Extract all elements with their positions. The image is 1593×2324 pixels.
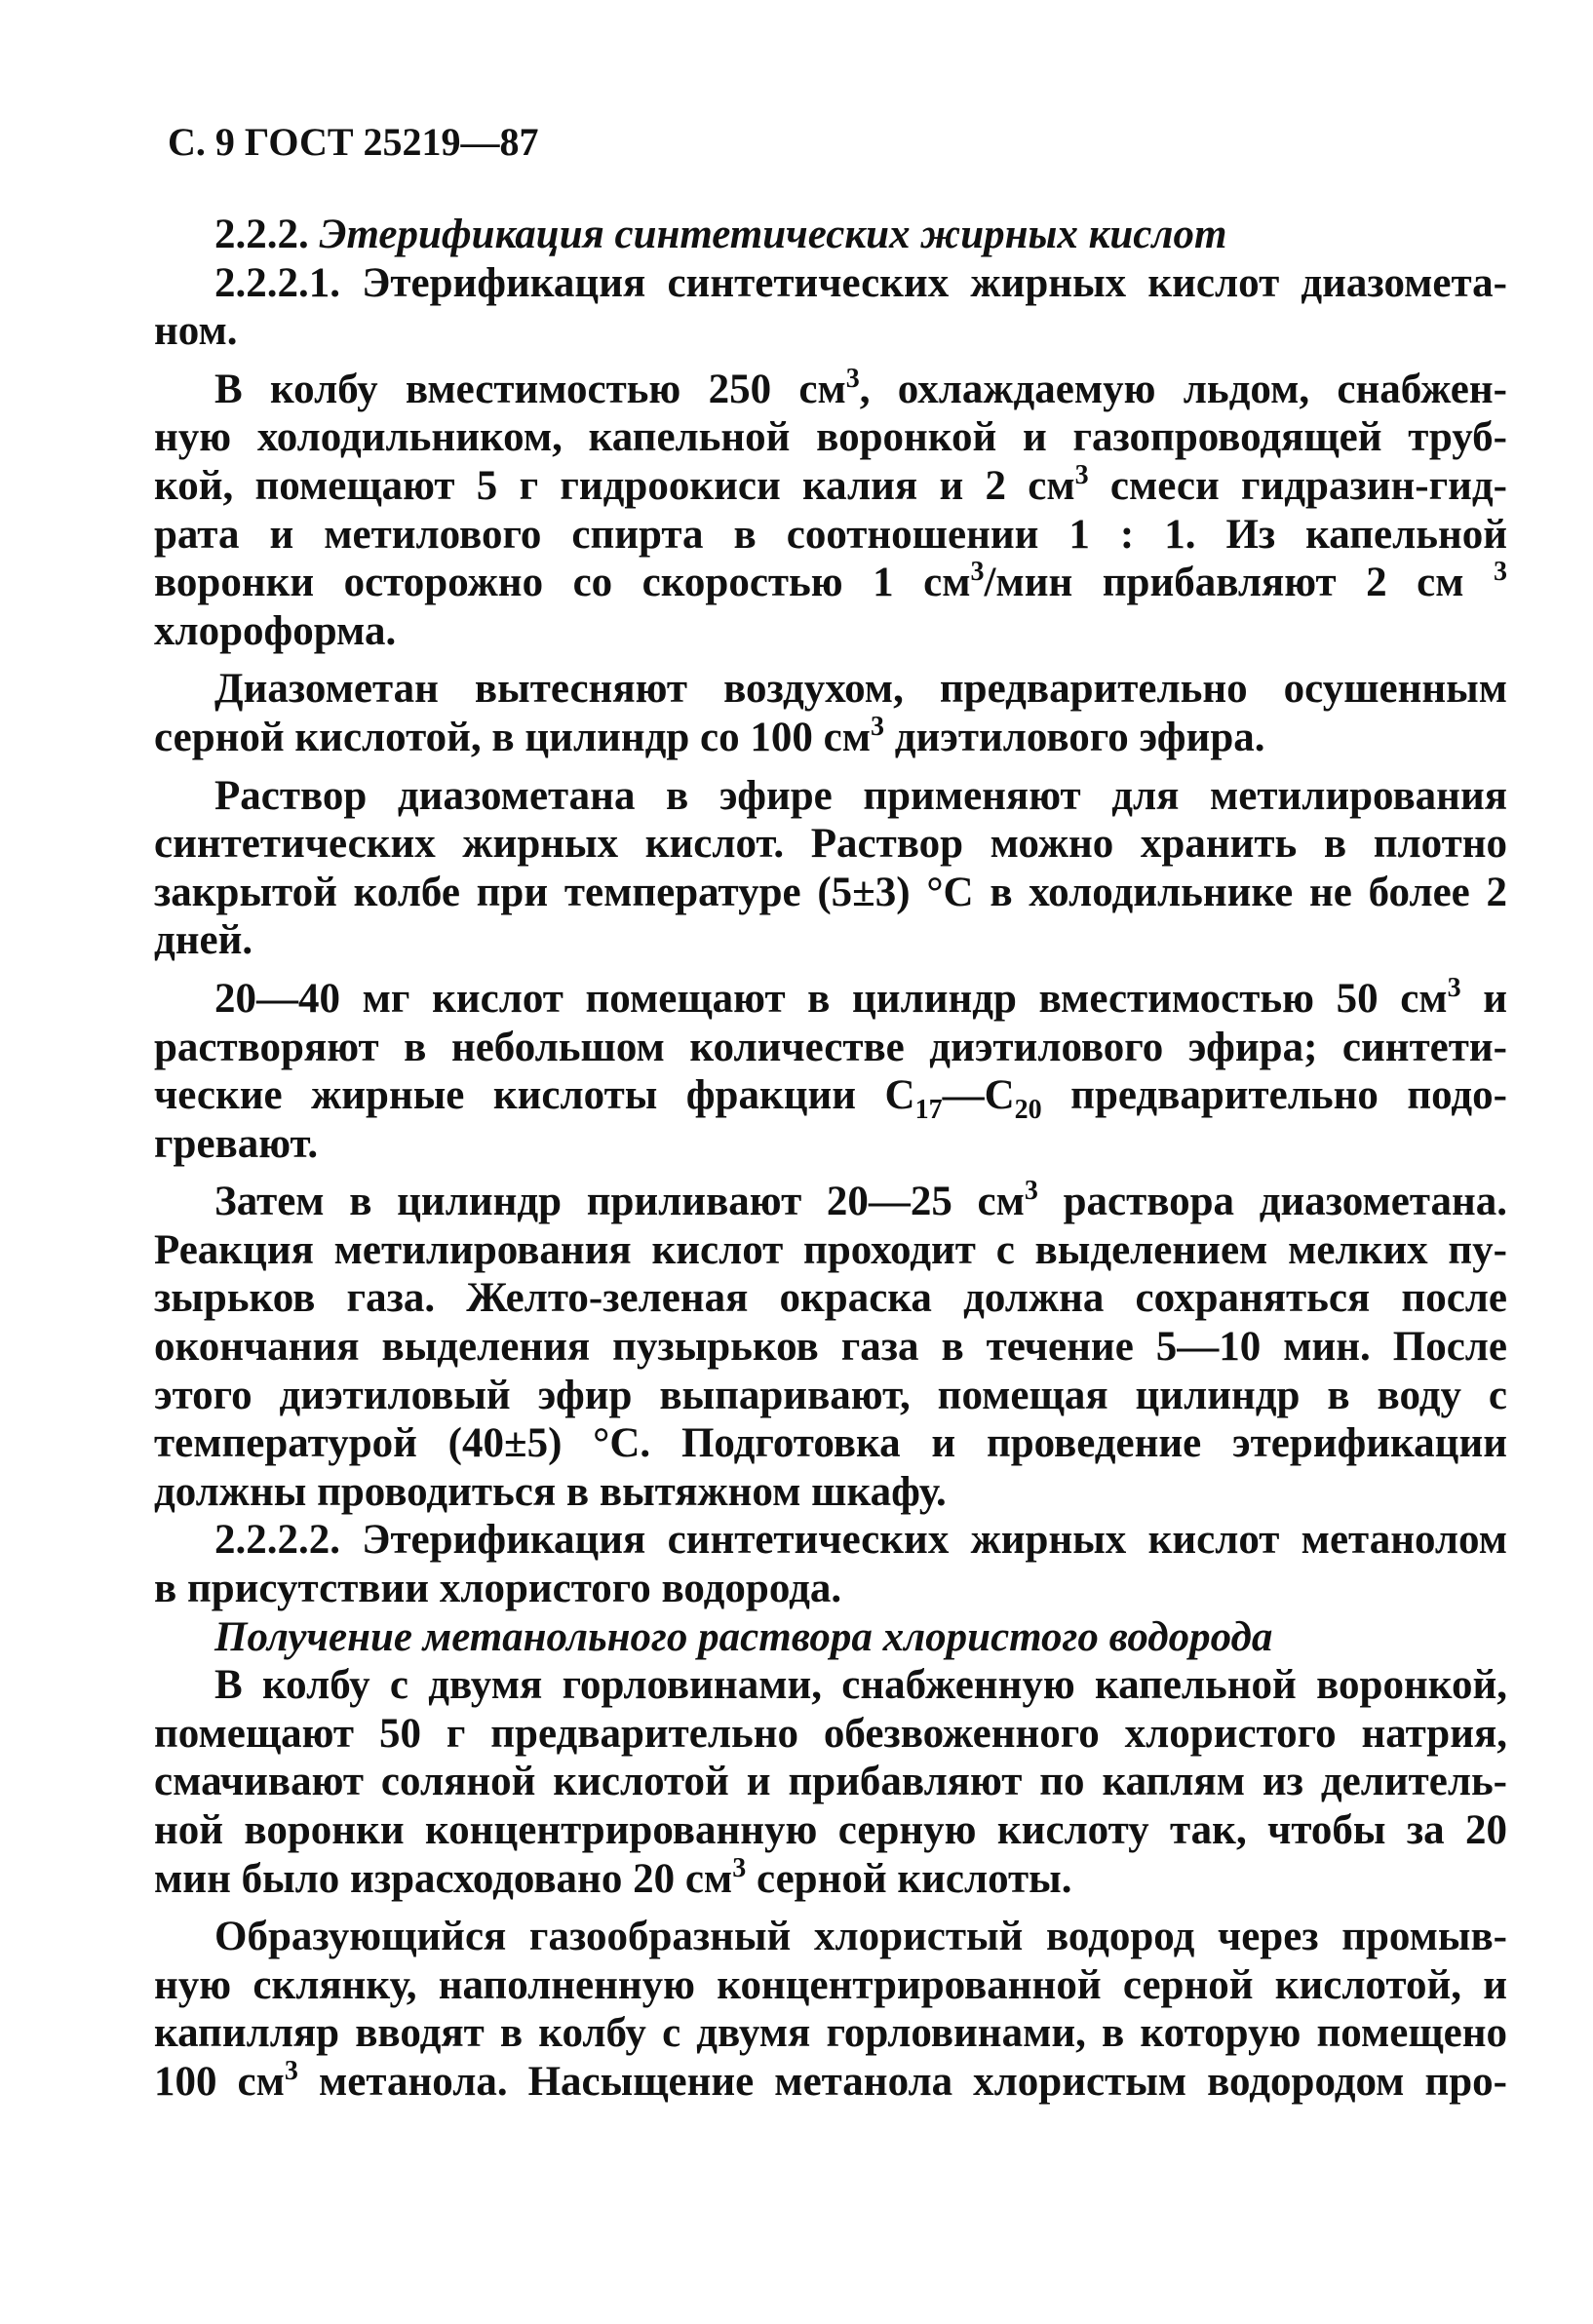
paragraph-line: Образующийся газообразный хлористый водород через промыв-: [214, 1914, 1507, 1960]
paragraph-line: хлороформа.: [154, 607, 397, 654]
paragraph: [154, 972, 1507, 1168]
paragraph: [154, 1661, 1507, 1903]
paragraph-line: кой, помещают 5 г гидроокиси калия и 2 $см^3$ смеси гидразин-гид-: [154, 459, 1507, 509]
paragraph-line: В колбу с двумя горловинами, снабженную капельной воронкой,: [214, 1662, 1507, 1709]
paragraph-line: ную холодильником, капельной воронкой и газопроводящей труб-: [154, 414, 1507, 461]
paragraph-line: ном.: [154, 308, 238, 355]
paragraph-line: смачивают соляной кислотой и прибавляют по каплям из делитель-: [154, 1759, 1507, 1805]
paragraph-line: должны проводиться в вытяжном шкафу.: [154, 1468, 947, 1515]
paragraph-line: серной кислотой, в цилиндр со 100 $см^3$ диэтилового эфира.: [154, 711, 1265, 760]
paragraph-line: этого диэтиловый эфир выпаривают, помещая цилиндр в воду с: [154, 1372, 1507, 1418]
paragraph: [154, 665, 1507, 761]
paragraph-line: в присутствии хлористого водорода.: [154, 1566, 842, 1612]
subheading: Получение метанольного раствора хлористого водорода: [214, 1613, 1273, 1660]
paragraph-line: зырьков газа. Желто-зеленая окраска должна сохраняться после: [154, 1275, 1507, 1322]
page-header: С. 9 ГОСТ 25219—87: [168, 120, 539, 164]
paragraph-line: Реакция метилирования кислот проходит с выделением мелких пу-: [154, 1226, 1507, 1273]
paragraph-line: растворяют в небольшом количестве диэтилового эфира; синтети-: [154, 1024, 1507, 1070]
paragraph: [154, 1178, 1507, 1516]
paragraph-line: Раствор диазометана в эфире применяют для метилирования: [214, 772, 1507, 819]
paragraph-line: температурой (40±5) °С. Подготовка и проведение этерификации: [154, 1420, 1507, 1467]
paragraph-line: дней.: [154, 917, 253, 964]
paragraph-line: Диазометан вытесняют воздухом, предварительно осушенным: [214, 666, 1507, 713]
paragraph-line: окончания выделения пузырьков газа в течение 5—10 мин. После: [154, 1324, 1507, 1371]
paragraph-line: 100 $см^3$ метанола. Насыщение метанола хлористым водородом про-: [154, 2055, 1507, 2105]
paragraph: [154, 772, 1507, 965]
subsection-2-2-2-1: 2.2.2.1. Этерификация синтетических жирных кислот диазомета-: [214, 259, 1507, 306]
section-heading: [214, 211, 1507, 259]
paragraph-line: Затем в цилиндр приливают 20—25 $см^3$ раствора диазометана.: [214, 1176, 1508, 1225]
paragraph-line: закрытой колбе при температуре (5±3) °С в холодильнике не более 2: [154, 869, 1507, 915]
paragraph-line: гревают.: [154, 1120, 319, 1167]
section-heading-number: 2.2.2.: [214, 212, 309, 257]
paragraph-line: мин было израсходовано 20 $см^3$ серной кислоты.: [154, 1852, 1072, 1902]
section-heading-title: Этерификация синтетических жирных кислот: [319, 212, 1227, 257]
paragraph-line: рата и метилового спирта в соотношении 1 : 1. Из капельной: [154, 511, 1507, 558]
paragraph-line: ную склянку, наполненную концентрированной серной кислотой, и: [154, 1961, 1507, 2008]
subsection-2-2-2-2: [154, 1516, 1507, 1612]
paragraph-line: ческие жирные кислоты фракции $С_{17}—С_{20}$ предварительно подо-: [154, 1072, 1507, 1126]
paragraph-line: 20—40 мг кислот помещают в цилиндр вместимостью 50 $см^3$ и: [214, 972, 1507, 1022]
paragraph: [154, 363, 1507, 656]
document-body: [154, 211, 1508, 2107]
paragraph: [154, 1913, 1507, 2106]
paragraph-line: 2.2.2.2. Этерификация синтетических жирных кислот метанолом: [214, 1517, 1507, 1564]
paragraph-line: синтетических жирных кислот. Раствор можно хранить в плотно: [154, 821, 1507, 868]
paragraph-line: В колбу вместимостью 250 $см^3$, охлаждаемую льдом, снабжен-: [214, 363, 1507, 412]
paragraph-line: капилляр вводят в колбу с двумя горловинами, в которую помещено: [154, 2010, 1507, 2057]
paragraph-line: помещают 50 г предварительно обезвоженного хлористого натрия,: [154, 1710, 1507, 1757]
paragraph-line: воронки осторожно со скоростью 1 $см^3$/мин прибавляют 2 см $^3$: [154, 557, 1507, 606]
paragraph-line: ной воронки концентрированную серную кислоту так, чтобы за 20: [154, 1807, 1507, 1853]
